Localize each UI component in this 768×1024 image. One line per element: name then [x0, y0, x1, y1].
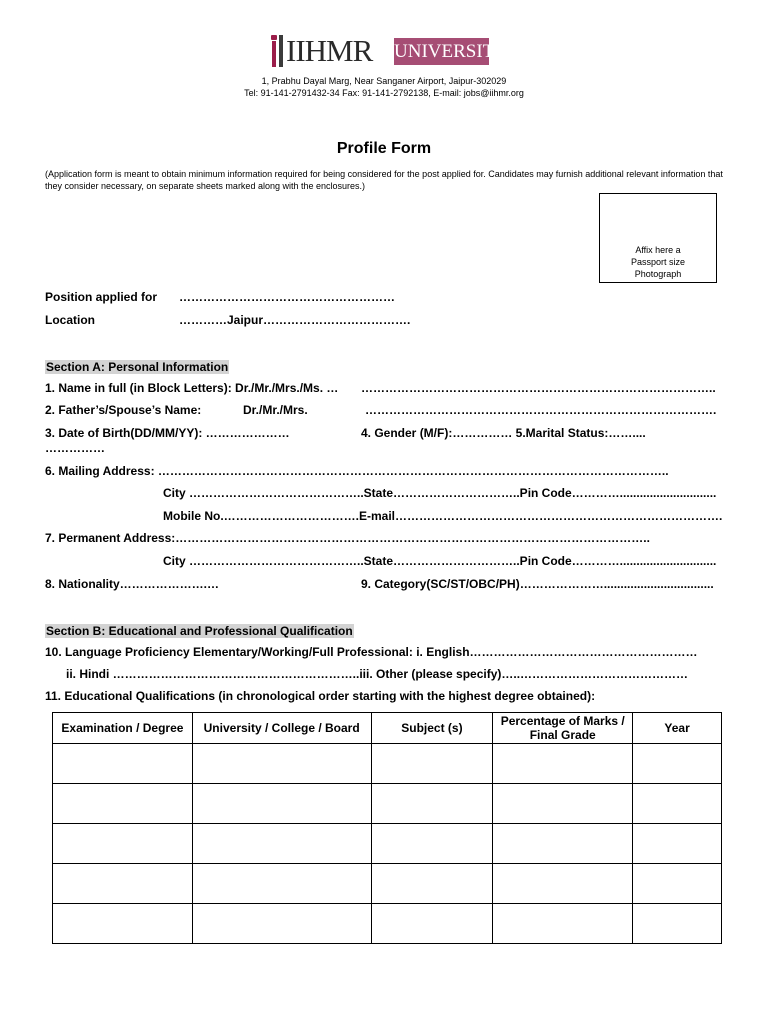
- permanent-address-field[interactable]: 7. Permanent Address:………………………………………………………………………………………………………..: [45, 531, 650, 545]
- father-spouse-title: Dr./Mr./Mrs.: [243, 403, 308, 417]
- header-year: Year: [633, 713, 722, 744]
- photo-box-line-3: Photograph: [634, 269, 682, 279]
- table-cell[interactable]: [192, 784, 371, 824]
- marital-status-continued[interactable]: ……………: [45, 441, 105, 455]
- photo-box: [599, 193, 717, 283]
- logo-text: IIHMR: [286, 33, 373, 68]
- name-label: 1. Name in full (in Block Letters): Dr./Mr./Mrs./Ms. …: [45, 381, 339, 395]
- table-cell[interactable]: [633, 904, 722, 944]
- header-subject: Subject (s): [371, 713, 493, 744]
- address-line: 1, Prabhu Dayal Marg, Near Sanganer Airport, Jaipur-302029: [261, 76, 507, 86]
- header-university: University / College / Board: [192, 713, 371, 744]
- table-cell[interactable]: [633, 824, 722, 864]
- mailing-address-field[interactable]: 6. Mailing Address: ………………………………………………………………………………………………………………..: [45, 464, 669, 478]
- header-examination: Examination / Degree: [53, 713, 193, 744]
- education-label: 11. Educational Qualifications (in chronological order starting with the highest degree obtained):: [45, 689, 596, 703]
- father-spouse-label: 2. Father’s/Spouse’s Name:: [45, 403, 202, 417]
- table-cell[interactable]: [493, 864, 633, 904]
- table-row: [53, 824, 722, 864]
- table-cell[interactable]: [493, 784, 633, 824]
- table-cell[interactable]: [493, 904, 633, 944]
- education-table: [52, 712, 722, 944]
- photo-box-line-2: Passport size: [630, 257, 686, 267]
- photo-box-label: [600, 244, 716, 280]
- mobile-email-field[interactable]: Mobile No.…………………………….E-mail……………………………………………………………………….: [163, 509, 723, 523]
- table-cell[interactable]: [633, 864, 722, 904]
- section-b-heading-text: Section B: Educational and Professional Qualification: [46, 624, 353, 638]
- dob-field[interactable]: 3. Date of Birth(DD/MM/YY): …………………: [45, 426, 290, 440]
- section-a-heading: [45, 358, 229, 376]
- section-a-heading-text: Section A: Personal Information: [46, 360, 229, 374]
- table-cell[interactable]: [192, 864, 371, 904]
- table-cell[interactable]: [493, 744, 633, 784]
- table-cell[interactable]: [493, 824, 633, 864]
- table-cell[interactable]: [192, 824, 371, 864]
- table-cell[interactable]: [192, 904, 371, 944]
- table-cell[interactable]: [371, 744, 493, 784]
- university-logo: [270, 33, 508, 68]
- table-header-row: [53, 713, 722, 744]
- position-label: Position applied for: [45, 290, 158, 304]
- position-field[interactable]: ………………………………………………: [179, 290, 395, 304]
- language-english-field[interactable]: 10. Language Proficiency Elementary/Working/Full Professional: i. English…………………………………………………: [45, 645, 698, 659]
- page-title: Profile Form: [336, 140, 432, 157]
- table-cell[interactable]: [53, 784, 193, 824]
- table-cell[interactable]: [371, 824, 493, 864]
- language-hindi-other-field[interactable]: ii. Hindi ……………………………………………………..iii. Other (please specify)…..……………………………………: [66, 667, 689, 681]
- table-cell[interactable]: [371, 864, 493, 904]
- location-field[interactable]: …………Jaipur……………………………….: [179, 313, 411, 327]
- name-field[interactable]: ……………………………………………………………………………..: [361, 381, 716, 395]
- photo-box-line-1: Affix here a: [635, 245, 681, 255]
- contact-line: Tel: 91-141-2791432-34 Fax: 91-141-2792138, E-mail: jobs@iihmr.org: [244, 88, 524, 98]
- table-cell[interactable]: [371, 904, 493, 944]
- table-row: [53, 904, 722, 944]
- table-cell[interactable]: [53, 904, 193, 944]
- table-cell[interactable]: [633, 784, 722, 824]
- table-cell[interactable]: [53, 744, 193, 784]
- permanent-city-state-pin[interactable]: City ……………………………………..State…………………………..Pin Code………….............................: [163, 554, 717, 568]
- section-b-heading: [45, 622, 354, 640]
- mailing-city-state-pin[interactable]: City ……………………………………..State…………………………..Pin Code………….............................: [163, 486, 717, 500]
- table-cell[interactable]: [192, 744, 371, 784]
- location-label: Location: [45, 313, 95, 327]
- table-cell[interactable]: [371, 784, 493, 824]
- table-row: [53, 744, 722, 784]
- table-row: [53, 784, 722, 824]
- table-cell[interactable]: [633, 744, 722, 784]
- logo-badge: UNIVERSITY: [394, 38, 489, 65]
- gender-marital-field[interactable]: 4. Gender (M/F):…………… 5.Marital Status:……....: [361, 426, 646, 440]
- header-percentage: Percentage of Marks / Final Grade: [493, 713, 633, 744]
- table-row: [53, 864, 722, 904]
- table-cell[interactable]: [53, 864, 193, 904]
- father-spouse-field[interactable]: …………………………………………………………………………….: [365, 403, 717, 417]
- form-note: (Application form is meant to obtain minimum information required for being considered for the post applied for. Candidates may furnish additional relevant information that they consider necessary, on separate sheets marked along with the enclosures.): [45, 169, 723, 191]
- table-cell[interactable]: [53, 824, 193, 864]
- nationality-field[interactable]: 8. Nationality………………….…: [45, 577, 220, 591]
- category-field[interactable]: 9. Category(SC/ST/OBC/PH)………………….................................: [361, 577, 714, 591]
